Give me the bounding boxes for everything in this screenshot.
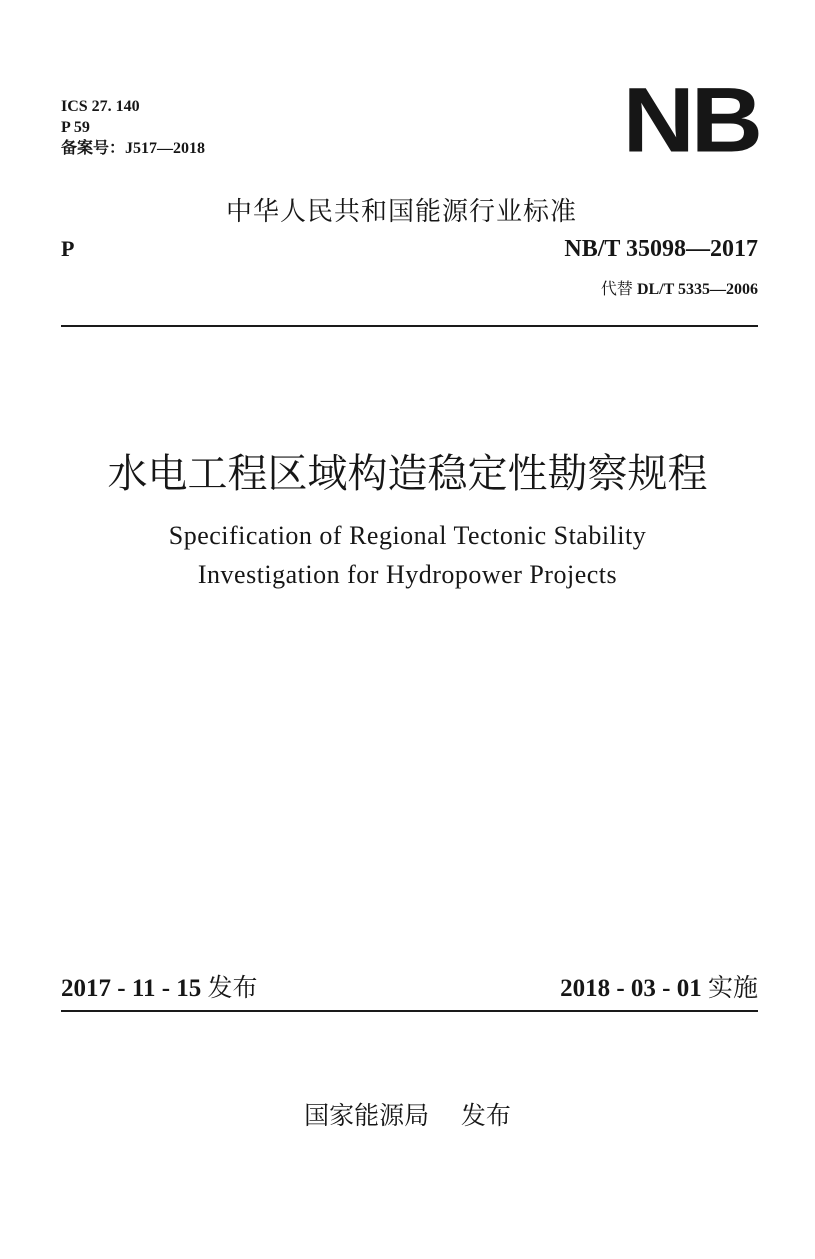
category-mark: P: [61, 236, 75, 261]
record-number: 备案号：J517—2018: [61, 140, 206, 157]
issue-label: 发布: [207, 973, 258, 1002]
title-english: [0, 516, 815, 594]
title-english-line-1: Specification of Regional Tectonic Stability: [168, 521, 647, 550]
issue-date-block: [61, 968, 258, 1004]
nb-logo: NB: [622, 68, 759, 172]
classification-code: P 59: [61, 119, 90, 136]
implementation-date-block: [560, 968, 758, 1004]
implementation-label: 实施: [707, 973, 758, 1002]
standard-number: NB/T 35098—2017: [564, 236, 758, 262]
industry-standard-text: 中华人民共和国能源行业标准: [225, 197, 577, 227]
replaces-number: DL/T 5335—2006: [636, 281, 758, 298]
ics-code: ICS 27. 140: [61, 98, 140, 115]
replaces-prefix: 代替: [600, 279, 633, 298]
title-chinese: 水电工程区域构造稳定性勘察规程: [107, 451, 708, 497]
document-metadata: [61, 96, 205, 159]
replaces-standard: [601, 276, 758, 299]
issue-date: 2017 - 11 - 15: [61, 975, 202, 1002]
title-english-line-2: Investigation for Hydropower Projects: [197, 560, 618, 589]
implementation-date: 2018 - 03 - 01: [560, 975, 702, 1002]
publisher-org: 国家能源局: [304, 1101, 430, 1130]
publisher-line: [0, 1096, 815, 1132]
publisher-label: 发布: [460, 1101, 511, 1130]
bottom-divider: [61, 1010, 758, 1012]
industry-standard-heading: [0, 191, 815, 228]
top-divider: [61, 325, 758, 327]
